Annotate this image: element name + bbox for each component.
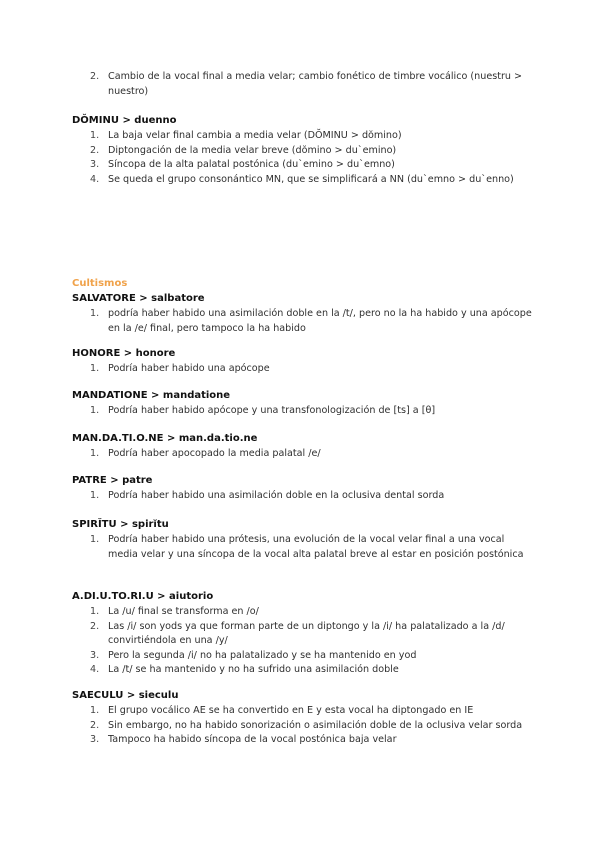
cultismos-section	[72, 277, 532, 336]
mandatio-heading: MAN.DA.TI.O.NE > man.da.tio.ne	[72, 433, 258, 444]
list-item: 1. El grupo vocálico AE se ha convertido en E y esta vocal ha diptongado en IE	[90, 705, 474, 716]
dominu-section	[72, 114, 532, 187]
spiritu-list	[72, 533, 532, 562]
mandatione-section	[72, 389, 532, 419]
patre-heading: PATRE > patre	[72, 475, 153, 486]
spiritu-section	[72, 518, 532, 562]
list-item: 1. Podría haber apocopado la media palatal /e/	[90, 448, 321, 459]
list-item: 1. La baja velar final cambia a media velar (DŎMINU > dŏmino)	[90, 130, 402, 141]
patre-list	[72, 489, 532, 504]
salvatore-list	[72, 307, 532, 336]
list-item: 4. Se queda el grupo consonántico MN, que se simplificará a NN (duˋemno > duˋenno)	[90, 173, 514, 185]
honore-heading: HONORE > honore	[72, 348, 176, 359]
salvatore-heading: SALVATORE > salbatore	[72, 293, 205, 304]
list-item: 1. Podría haber habido una asimilación doble en la oclusiva dental sorda	[90, 490, 445, 501]
adiutoriu-heading: A.DI.U.TO.RI.U > aiutorio	[72, 591, 214, 602]
dominu-list	[72, 129, 532, 187]
mandatione-heading: MANDATIONE > mandatione	[72, 390, 231, 401]
list-item: 2. Diptongación de la media velar breve (dŏmino > duˋemino)	[90, 144, 397, 156]
list-item: 1. Podría haber habido apócope y una transfonologización de [ts] a [θ]	[90, 405, 436, 416]
list-item: 3. Tampoco ha habido síncopa de la vocal postónica baja velar	[90, 734, 397, 746]
honore-section	[72, 347, 532, 377]
honore-list	[72, 362, 532, 377]
list-item: 2. Cambio de la vocal final a media velar; cambio fonético de timbre vocálico (nuestru > nuestro)	[90, 71, 523, 97]
cultismos-title: Cultismos	[72, 278, 128, 289]
top-list	[72, 70, 532, 99]
patre-section	[72, 474, 532, 504]
list-item: 2. Sin embargo, no ha habido sonorización o asimilación doble de la oclusiva velar sorda	[90, 719, 523, 731]
list-item: 1. Podría haber habido una prótesis, una evolución de la vocal velar final a una vocal media velar y una síncopa de la vocal alta palatal breve al estar en posición postónica	[90, 534, 524, 560]
list-item: 1. podría haber habido una asimilación doble en la /t/, pero no la ha habido y una apócope en la /e/ final, pero tampoco la ha habido	[90, 308, 532, 334]
adiutoriu-list	[72, 605, 532, 678]
mandatio-list	[72, 447, 532, 462]
list-item: 2. Las /i/ son yods ya que forman parte de un diptongo y la /i/ ha palatalizado a la /d/ convirtiéndola en una /y/	[90, 620, 505, 647]
mandatione-list	[72, 404, 532, 419]
list-item: 3. Síncopa de la alta palatal postónica (duˋemino > duˋemno)	[90, 159, 395, 171]
list-item: 1. Podría haber habido una apócope	[90, 363, 270, 374]
top-list-block	[72, 70, 532, 99]
list-item: 3. Pero la segunda /i/ no ha palatalizado y se ha mantenido en yod	[90, 649, 417, 661]
mandatio-syllabified-section	[72, 432, 532, 462]
spiritu-heading: SPIRĬTU > spirĭtu	[72, 519, 169, 530]
saeculu-list	[72, 704, 532, 748]
dominu-heading: DŎMINU > duenno	[72, 115, 177, 126]
adiutoriu-section	[72, 590, 532, 678]
saeculu-section	[72, 689, 532, 748]
list-item: 1. La /u/ final se transforma en /o/	[90, 606, 259, 617]
saeculu-heading: SAECULU > sieculu	[72, 690, 179, 701]
list-item: 4. La /t/ se ha mantenido y no ha sufrido una asimilación doble	[90, 664, 399, 676]
